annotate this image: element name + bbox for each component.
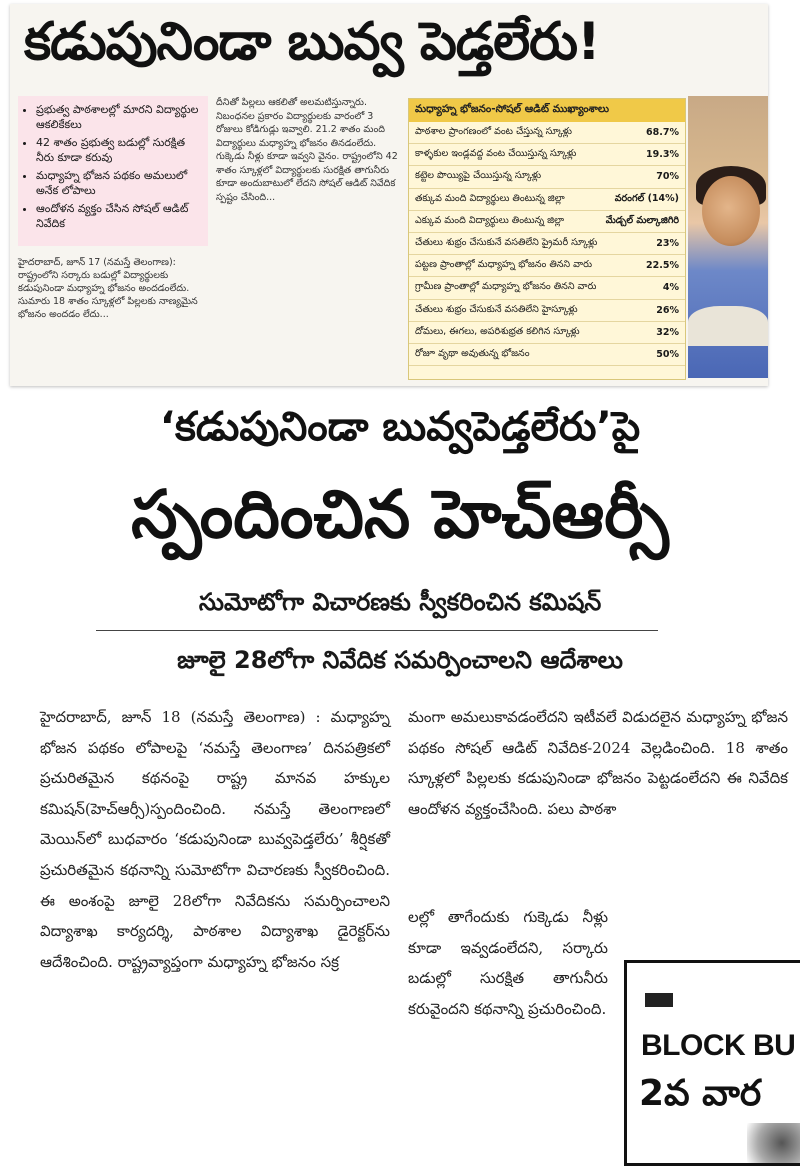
column-2b-text: లల్లో తాగేందుకు గుక్కెడు నీళ్లు కూడా ఇవ్వడంలేదని, సర్కారు బడుల్లో సురక్షిత తాగునీరు కరువైందని కథనాన్ని ప్రచురించింది.	[408, 908, 608, 1018]
row-value: 68.7%	[646, 127, 679, 139]
table-row	[409, 211, 685, 233]
article-column-2-continued	[408, 902, 608, 1024]
article-kicker: ‘కడుపునిండా బువ్వపెడ్తలేరు’పై	[159, 404, 641, 450]
clipping-bullet: • ఆందోళన వ్యక్తం చేసిన సోషల్ ఆడిట్ నివేదిక	[36, 201, 202, 231]
row-label: పట్టణ ప్రాంతాల్లో మధ్యాహ్న భోజనం తినని వారు	[415, 259, 592, 271]
clipping-middle-column: దీనితో పిల్లలు ఆకలితో అలమటిస్తున్నారు. నిబంధనల ప్రకారం విద్యార్థులకు వారంలో 3 రోజులు కోడిగుడ్లు ఇవ్వాలి. 21.2 శాతం మంది విద్యార్థులు మధ్యాహ్న భోజనం తినడంలేదు. గుక్కెడు నీళ్లు కూడా ఇవ్వని వైనం. రాష్ట్రంలోని 42 శాతం స్కూళ్లలో విద్యార్థులకు సురక్షిత తాగునీరు కూడా అందుబాటులో లేదని సోషల్ ఆడిట్ నివేదిక స్పష్టం చేసింది...	[216, 97, 398, 203]
clipping-bullet: • ప్రభుత్వ పాఠశాలల్లో మారని విద్యార్థుల ఆకలికేకలు	[36, 102, 202, 132]
table-row	[409, 322, 685, 344]
row-label: చేతులు శుభ్రం చేసుకునే వసతిలేని హైస్కూళ్లు	[415, 303, 578, 315]
table-row	[409, 344, 685, 366]
row-label: కాళ్ళకుల ఇండ్లవద్ద వంట చేయిస్తున్న స్కూళ్లు	[415, 148, 577, 160]
row-label: రోజూ వృథా అవుతున్న భోజనం	[415, 347, 530, 359]
clipping-bullet-box	[18, 96, 208, 246]
divider-line	[96, 630, 658, 631]
clipping-bullet: • మధ్యాహ్న భోజన పథకం అమలులో అనేక లోపాలు	[36, 168, 202, 198]
article-headline: స్పందించిన హెచ్‌ఆర్సీ	[131, 476, 669, 553]
table-row	[409, 277, 685, 299]
row-label: దోమలు, ఈగలు, అపరిశుభ్రత కలిగిన స్కూళ్లు	[415, 325, 580, 337]
table-row	[409, 122, 685, 144]
photo-plate	[688, 306, 768, 346]
row-label: గ్రామీణ ప్రాంతాల్లో మధ్యాహ్న భోజనం తినని వారు	[415, 281, 597, 293]
previous-article-clipping	[10, 4, 768, 386]
table-row	[409, 255, 685, 277]
row-value: 4%	[662, 282, 679, 294]
ad-line-1: BLOCK BU	[641, 1029, 796, 1062]
table-row	[409, 166, 685, 188]
article-subheading: సుమోటోగా విచారణకు స్వీకరించిన కమిషన్	[198, 588, 602, 616]
row-value: 32%	[656, 326, 679, 338]
clipping-header	[10, 4, 768, 92]
table-row	[409, 144, 685, 166]
ad-splash-graphic	[747, 1123, 800, 1163]
row-value: 50%	[656, 348, 679, 360]
article-column-2	[408, 702, 788, 824]
table-title: మధ్యాహ్న భోజనం-సోషల్ ఆడిట్ ముఖ్యాంశాలు	[409, 99, 685, 122]
ad-logo-icon	[645, 993, 673, 1007]
row-label: కట్టెల పొయ్యిపై చేయిస్తున్న స్కూళ్లు	[415, 170, 542, 182]
audit-highlights-table	[408, 98, 686, 380]
column-1-text: హైదరాబాద్, జూన్ 18 (నమస్తే తెలంగాణ) : మధ్యాహ్న భోజన పథకం లోపాలపై ‘నమస్తే తెలంగాణ’ దినపత్రికలో ప్రచురితమైన కథనంపై రాష్ట్ర మానవ హక్కుల కమిషన్(హెచ్‌ఆర్సీ)స్పందించింది. నమస్తే తెలంగాణలో మెయిన్‌లో బుధవారం ‘కడుపునిండా బువ్వపెడ్తలేరు’ శీర్షికతో ప్రచురితమైన కథనాన్ని సుమోటోగా విచారణకు స్వీకరించింది. ఈ అంశంపై జూలై 28లోగా నివేదికను సమర్పించాలని విద్యాశాఖ కార్యదర్శి, పాఠశాల విద్యాశాఖ డైరెక్టర్‌ను ఆదేశించింది. రాష్ట్రవ్యాప్తంగా మధ్యాహ్న భోజనం సక్ర	[40, 708, 390, 971]
row-value: 19.3%	[646, 149, 679, 161]
clipping-bullet: • 42 శాతం ప్రభుత్వ బడుల్లో సురక్షిత నీరు కూడా కరువు	[36, 135, 202, 165]
row-label: పాఠశాల ప్రాంగణంలో వంట చేస్తున్న స్కూళ్లు	[415, 126, 572, 138]
row-value: మేడ్చల్ మల్కాజిగిరి	[605, 214, 679, 226]
photo-face	[702, 176, 760, 246]
row-value: 23%	[656, 238, 679, 250]
row-label: తక్కువ మంది విద్యార్థులు తింటున్న జిల్లా	[415, 192, 565, 204]
student-eating-photo	[688, 96, 768, 378]
article-column-1	[40, 702, 390, 977]
movie-advertisement	[624, 960, 800, 1166]
clipping-body	[10, 96, 768, 386]
column-2-text: మంగా అమలుకావడంలేదని ఇటీవలే విడుదలైన మధ్యాహ్న భోజన పథకం సోషల్ ఆడిట్ నివేదిక-2024 వెల్లడించింది. 18 శాతం స్కూళ్లలో పిల్లలకు కడుపునిండా భోజనం పెట్టడంలేదని ఈ నివేదిక ఆందోళన వ్యక్తంచేసింది. పలు పాఠశా	[408, 708, 788, 818]
clipping-left-column: హైదరాబాద్, జూన్ 17 (నమస్తే తెలంగాణ): రాష్ట్రంలోని సర్కారు బడుల్లో విద్యార్థులకు కడుపునిండా మధ్యాహ్న భోజనం అందడంలేదు. సుమారు 18 శాతం స్కూళ్లలో పిల్లలకు నాణ్యమైన భోజనం అందడం లేదు...	[18, 257, 198, 320]
table-row	[409, 189, 685, 211]
article-subheading-2: జూలై 28లోగా నివేదిక సమర్పించాలని ఆదేశాలు	[177, 646, 623, 674]
row-label: ఎక్కువ మంది విద్యార్థులు తింటున్న జిల్లా	[415, 214, 565, 226]
row-label: చేతులు శుభ్రం చేసుకునే వసతిలేని ప్రైమరీ స్కూళ్లు	[415, 237, 598, 249]
table-row	[409, 300, 685, 322]
row-value: 26%	[656, 304, 679, 316]
row-value: వరంగల్ (14%)	[614, 192, 679, 204]
row-value: 70%	[656, 171, 679, 183]
ad-line-2: 2వ వార	[639, 1073, 762, 1114]
row-value: 22.5%	[646, 260, 679, 272]
clipping-headline: కడుపునిండా బువ్వ పెడ్తలేరు!	[24, 12, 600, 72]
table-row	[409, 233, 685, 255]
